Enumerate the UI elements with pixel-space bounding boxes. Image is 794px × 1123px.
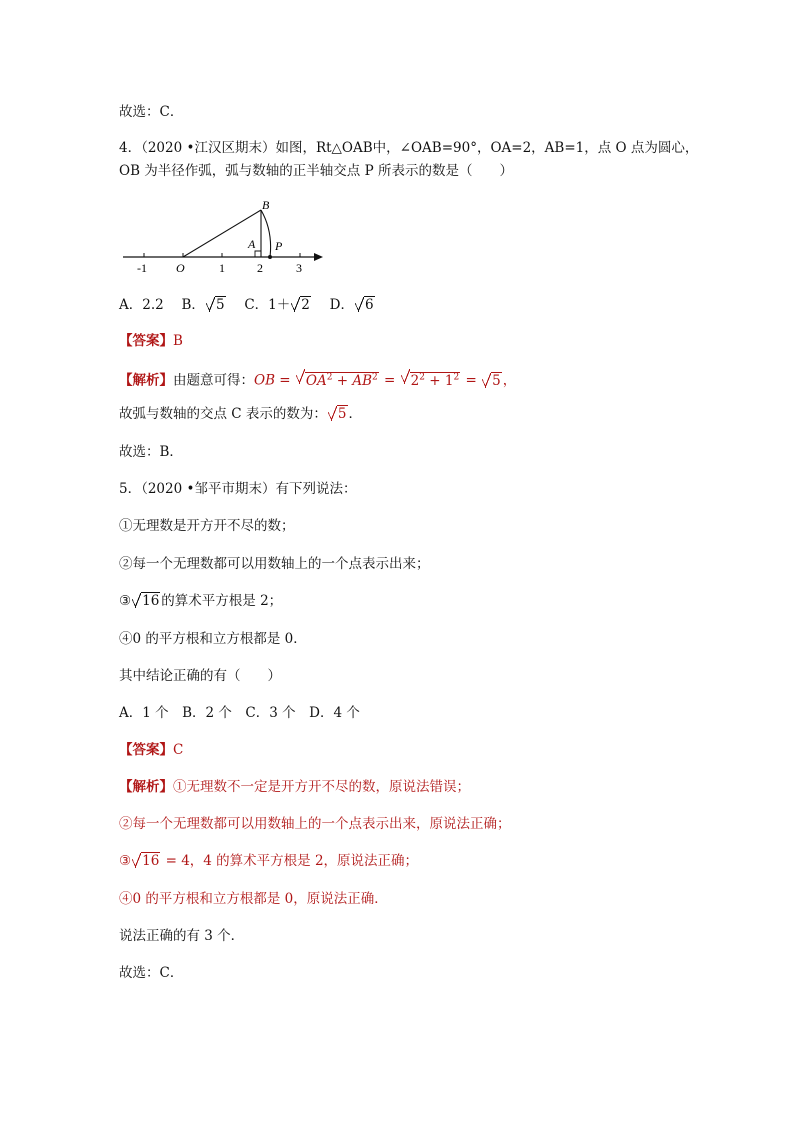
label-A: A <box>248 237 256 251</box>
q5-question: 其中结论正确的有（ ） <box>119 668 281 684</box>
sqrt-symbol: 5 <box>482 372 502 390</box>
sqrt-symbol: 5 <box>206 296 226 314</box>
sqrt-symbol: 2 <box>291 296 311 314</box>
q5-title: 5．（2020 •邹平市期末）有下列说法： <box>119 481 357 497</box>
q4-analysis: 【解析】由题意可得：OB = $OA^2 + AB^2 = 2^2 + 1^2 = 5$ ， <box>119 368 516 390</box>
q4-stem-line2: OB 为半径作弧，弧与数轴的正半轴交点 P 所表示的数是（ ） <box>119 163 513 179</box>
point-P <box>268 255 272 259</box>
label-3: 3 <box>296 261 302 275</box>
q5-options: A．1 个 B．2 个 C．3 个 D．4 个 <box>119 705 360 721</box>
label-2: 2 <box>257 261 263 275</box>
q5-analysis-1: 【解析】①无理数不一定是开方开不尽的数，原说法错误； <box>119 779 470 795</box>
formula-lhs: OB = <box>254 372 295 389</box>
sqrt-symbol: 16 <box>132 852 160 870</box>
analysis-text: 由题意可得： <box>173 372 254 389</box>
number-line-figure <box>119 195 329 275</box>
axis-arrow <box>314 253 323 261</box>
q4-option-b: B． <box>181 297 205 313</box>
label-O: O <box>176 261 185 275</box>
label-minus1: -1 <box>137 261 147 275</box>
q5-count: 说法正确的有 3 个． <box>119 928 245 944</box>
sqrt-symbol: $2^2 + 1^2$ <box>401 368 461 390</box>
arc-OB <box>261 210 271 257</box>
answer-value: B <box>173 333 183 349</box>
q4-conclusion: 故弧与数轴的交点 C 表示的数为： 5 ． <box>119 406 363 422</box>
q5-analysis-3: ③ 16 = 4，4 的算术平方根是 2，原说法正确； <box>119 853 419 869</box>
sqrt-symbol: 16 <box>132 592 160 610</box>
q4-choice: 故选：B． <box>119 444 183 460</box>
label-B: B <box>262 198 270 212</box>
q5-statement-1: ①无理数是开方开不尽的数； <box>119 518 295 534</box>
analysis-tag: 【解析】 <box>119 779 173 795</box>
q5-choice: 故选：C． <box>119 965 184 981</box>
q5-statement-2: ②每一个无理数都可以用数轴上的一个点表示出来； <box>119 556 430 572</box>
q5-analysis-2: ②每一个无理数都可以用数轴上的一个点表示出来，原说法正确； <box>119 816 511 832</box>
analysis-tag: 【解析】 <box>119 372 173 389</box>
q4-answer <box>119 332 183 350</box>
sqrt-symbol: 6 <box>355 296 375 314</box>
q4-option-d: D． <box>329 297 354 313</box>
answer-value: C <box>173 742 184 758</box>
sqrt-symbol: 5 <box>328 405 348 423</box>
q4-options <box>119 296 376 314</box>
q5-statement-4: ④0 的平方根和立方根都是 0． <box>119 631 307 647</box>
q5-answer <box>119 741 183 759</box>
answer-tag: 【答案】 <box>119 742 173 758</box>
q5-analysis-4: ④0 的平方根和立方根都是 0，原说法正确． <box>119 891 388 907</box>
label-P: P <box>275 239 283 253</box>
q5-statement-3: ③ 16 的算术平方根是 2； <box>119 593 283 609</box>
answer-tag: 【答案】 <box>119 333 173 349</box>
right-angle-mark <box>255 251 261 257</box>
q4-option-c: C．1＋ <box>244 297 291 313</box>
q4-option-a: A．2.2 <box>119 297 164 313</box>
q4-stem-line1: 4．（2020 •江汉区期末）如图，Rt△OAB中，∠OAB=90°，OA=2，AB=1，点 O 点为圆心， <box>119 140 699 156</box>
sqrt-symbol: $OA^2 + AB^2$ <box>296 368 379 390</box>
prev-choice: 故选：C． <box>119 104 184 120</box>
label-1: 1 <box>219 261 225 275</box>
